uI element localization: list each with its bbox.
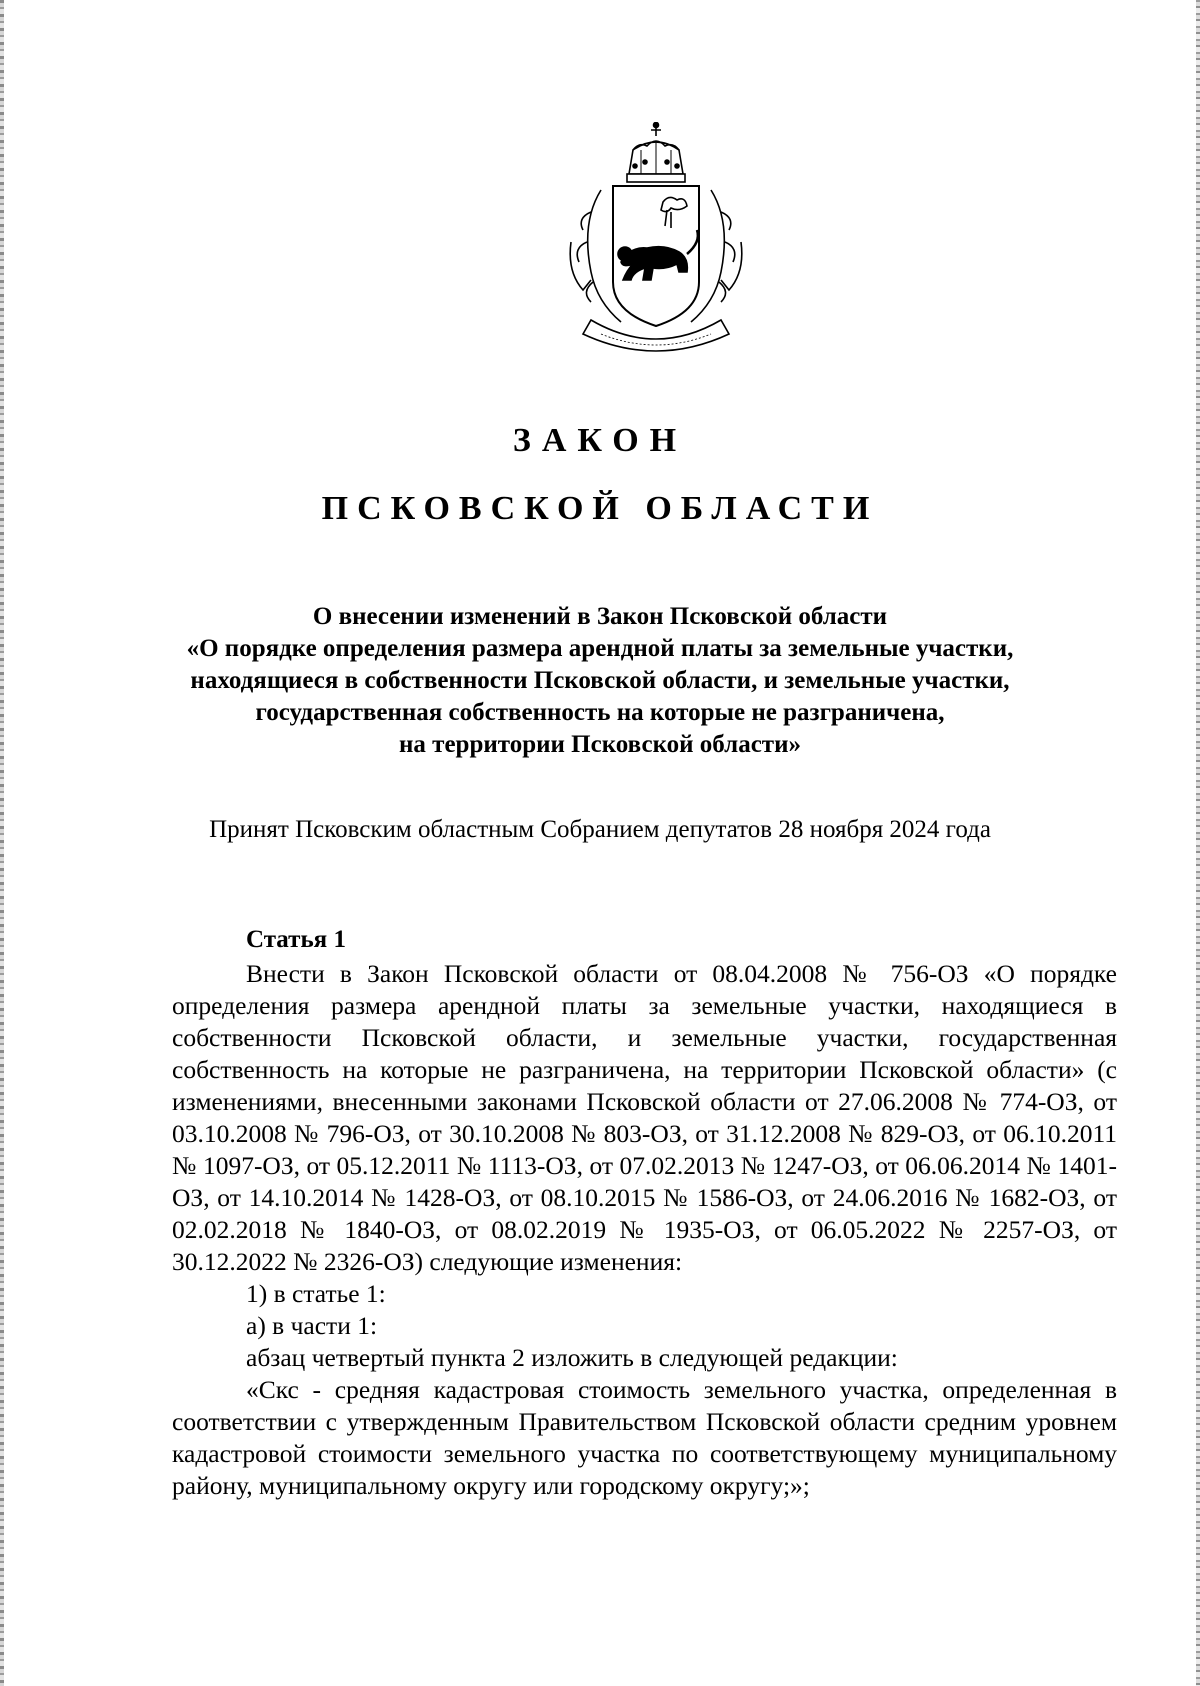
title-line: на территории Псковской области» bbox=[399, 731, 801, 758]
title-line: находящиеся в собственности Псковской области, и земельные участки, bbox=[190, 667, 1010, 694]
law-title bbox=[120, 601, 1080, 761]
law-heading: ЗАКОН bbox=[512, 422, 688, 459]
title-line: О внесении изменений в Закон Псковской области bbox=[312, 603, 888, 630]
title-line: государственная собственность на которые не разграничена, bbox=[255, 699, 945, 726]
adoption-note: Принят Псковским областным Собранием депутатов 28 ноября 2024 года bbox=[209, 816, 991, 843]
paragraph: Внести в Закон Псковской области от 08.04.2008 № 756-ОЗ «О порядке определения размера арендной платы за земельные участки, находящиеся в собственности Псковской области, и земельные участки, государственная собственность на которые не разграничена, на территории Псковской области» (с изменениями, внесенными законами Псковской области от 27.06.2008 № 774-ОЗ, от 03.10.2008 № 796-ОЗ, от 30.10.2008 № 803-ОЗ, от 31.12.2008 № 829-ОЗ, от 06.10.2011 № 1097-ОЗ, от 05.12.2011 № 1113-ОЗ, от 07.02.2013 № 1247-ОЗ, от 06.06.2014 № 1401-ОЗ, от 14.10.2014 № 1428-ОЗ, от 08.10.2015 № 1586-ОЗ, от 24.06.2016 № 1682-ОЗ, от 02.02.2018 № 1840-ОЗ, от 08.02.2019 № 1935-ОЗ, от 06.05.2022 № 2257-ОЗ, от 30.12.2022 № 2326-ОЗ) следующие изменения: bbox=[172, 959, 1117, 1276]
paragraph: 1) в статье 1: bbox=[246, 1279, 386, 1308]
region-heading: ПСКОВСКОЙ ОБЛАСТИ bbox=[321, 490, 879, 527]
coat-of-arms-icon bbox=[561, 122, 751, 362]
paragraph: абзац четвертый пункта 2 изложить в следующей редакции: bbox=[246, 1343, 898, 1372]
article-body bbox=[172, 958, 1117, 1502]
article-heading: Статья 1 bbox=[246, 926, 346, 953]
title-line: «О порядке определения размера арендной платы за земельные участки, bbox=[186, 635, 1014, 662]
paragraph: «Скс - средняя кадастровая стоимость земельного участка, определенная в соответствии с утвержденным Правительством Псковской области средним уровнем кадастровой стоимости земельного участка по соответствующему муниципальному району, муниципальному округу или городскому округу;»; bbox=[172, 1375, 1117, 1500]
paragraph: а) в части 1: bbox=[246, 1311, 378, 1340]
